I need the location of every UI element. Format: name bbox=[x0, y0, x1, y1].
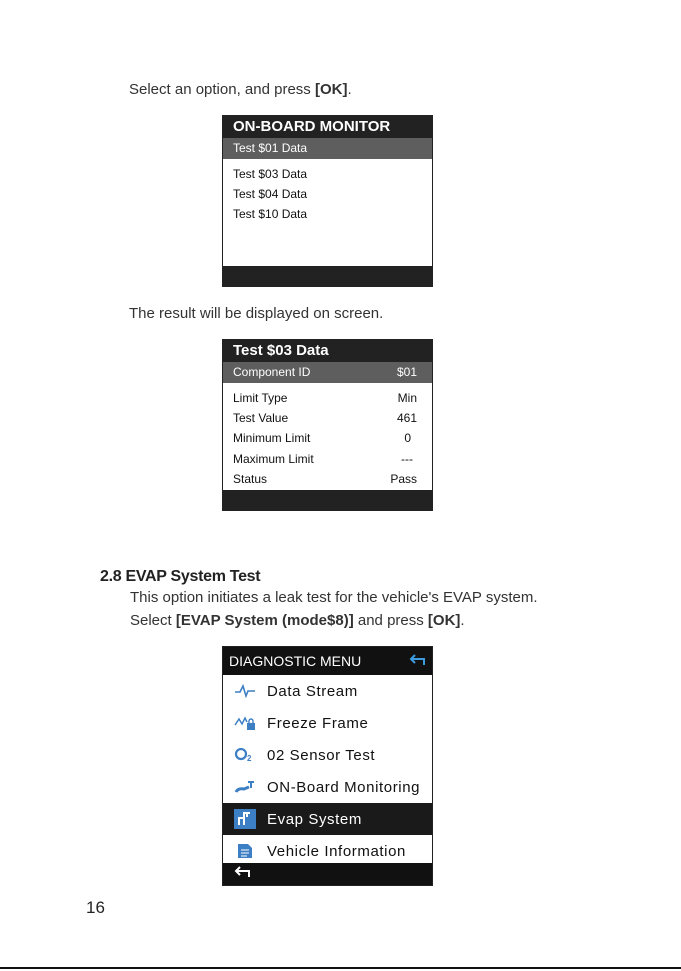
punctuation: . bbox=[460, 612, 465, 629]
vehicle-info-icon bbox=[227, 843, 263, 859]
menu-item-o2-sensor-test[interactable] bbox=[223, 739, 432, 771]
row-value: 0 bbox=[404, 431, 411, 445]
page-number: 16 bbox=[86, 898, 105, 917]
menu-item-data-stream[interactable] bbox=[223, 675, 432, 707]
freeze-frame-icon bbox=[227, 715, 263, 731]
o2-sensor-icon bbox=[227, 748, 263, 762]
result-row bbox=[223, 388, 432, 408]
menu-item-label: Data Stream bbox=[267, 682, 358, 700]
menu-item-selected[interactable]: Test $01 Data bbox=[223, 138, 432, 159]
ok-key-label: [OK] bbox=[314, 81, 348, 98]
section-heading: 2.8 EVAP System Test bbox=[100, 568, 261, 585]
screen-title: ON-BOARD MONITOR bbox=[223, 116, 432, 138]
row-label: Status bbox=[233, 472, 268, 486]
diagnostic-menu-titlebar bbox=[223, 647, 432, 675]
screen-title: DIAGNOSTIC MENU bbox=[229, 653, 362, 669]
result-instruction: The result will be displayed on screen. bbox=[129, 305, 384, 322]
row-label: Maximum Limit bbox=[233, 452, 314, 466]
menu-item-label: Freeze Frame bbox=[267, 714, 369, 732]
row-label: Minimum Limit bbox=[233, 431, 311, 445]
component-id-value: $01 bbox=[396, 365, 417, 379]
instruction-text: Select bbox=[130, 612, 176, 629]
screen-footer bbox=[223, 490, 432, 510]
return-icon[interactable] bbox=[233, 865, 253, 884]
result-row bbox=[223, 449, 432, 469]
menu-item-label: Vehicle Information bbox=[267, 842, 406, 860]
evap-key-label: [EVAP System (mode$8)] bbox=[175, 612, 354, 629]
screen-footer bbox=[223, 266, 432, 286]
menu-item-label: 02 Sensor Test bbox=[267, 746, 376, 764]
diagnostic-menu-footer bbox=[223, 863, 432, 885]
row-value: --- bbox=[401, 452, 413, 466]
bottom-divider bbox=[0, 967, 681, 969]
screen-title: Test $03 Data bbox=[223, 340, 432, 362]
punctuation: . bbox=[347, 81, 352, 98]
menu-item[interactable]: Test $04 Data bbox=[233, 187, 308, 201]
data-stream-icon bbox=[227, 684, 263, 698]
result-row bbox=[223, 408, 432, 428]
diagnostic-menu-screen bbox=[222, 646, 433, 886]
row-value: Pass bbox=[390, 472, 417, 486]
component-id-row bbox=[223, 362, 432, 383]
result-rows bbox=[223, 383, 432, 489]
onboard-monitoring-icon bbox=[227, 779, 263, 795]
row-label: Test Value bbox=[233, 411, 289, 425]
menu-item-evap-system[interactable] bbox=[223, 803, 432, 835]
ok-key-label: [OK] bbox=[427, 612, 461, 629]
result-row bbox=[223, 428, 432, 449]
component-id-label: Component ID bbox=[233, 365, 311, 379]
svg-text:2: 2 bbox=[247, 754, 253, 762]
menu-item[interactable]: Test $10 Data bbox=[233, 207, 308, 221]
onboard-monitor-screen bbox=[222, 115, 433, 287]
row-value: 461 bbox=[396, 411, 417, 425]
test-result-screen bbox=[222, 339, 433, 511]
menu-item-onboard-monitoring[interactable] bbox=[223, 771, 432, 803]
result-row bbox=[223, 469, 432, 489]
menu-item[interactable]: Test $03 Data bbox=[233, 167, 308, 181]
menu-item-freeze-frame[interactable] bbox=[223, 707, 432, 739]
menu-item-label: ON-Board Monitoring bbox=[267, 778, 421, 796]
menu-item-label: Evap System bbox=[267, 810, 362, 828]
row-label: Limit Type bbox=[233, 391, 288, 405]
instruction-text: Select an option, and press bbox=[129, 81, 315, 98]
evap-system-icon bbox=[227, 809, 263, 829]
back-arrow-icon[interactable] bbox=[408, 653, 428, 670]
row-value: Min bbox=[397, 391, 417, 405]
section-instruction bbox=[130, 612, 465, 629]
section-description: This option initiates a leak test for the vehicle's EVAP system. bbox=[130, 589, 538, 606]
instruction-select-option bbox=[129, 81, 352, 98]
instruction-text: and press bbox=[353, 612, 428, 629]
